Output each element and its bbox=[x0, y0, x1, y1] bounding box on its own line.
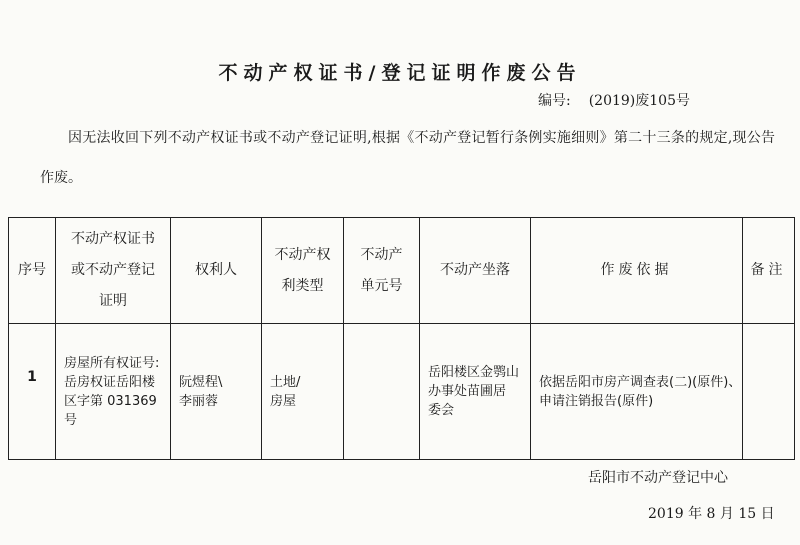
row-location-line: 岳阳楼区金鹗山 bbox=[428, 365, 520, 380]
header-unit-no-line: 不动产 bbox=[360, 246, 403, 263]
issuer-name: 岳阳市不动产登记中心 bbox=[588, 470, 728, 486]
row-basis-line: 申请注销报告(原件) bbox=[539, 393, 654, 409]
document-number-label: 编号: bbox=[538, 93, 571, 109]
intro-paragraph: 因无法收回下列不动产权证书或不动产登记证明,根据《不动产登记暂行条例实施细则》第二十三条的规定,现公告作废。 bbox=[40, 130, 775, 186]
row-right-type bbox=[262, 324, 344, 460]
row-certificate-line: 房屋所有权证号: bbox=[64, 355, 160, 371]
header-unit-no-line: 单元号 bbox=[360, 277, 403, 294]
row-holder bbox=[171, 324, 262, 460]
header-location: 不动产坐落 bbox=[420, 218, 531, 324]
notice-title: 不动产权证书/登记证明作废公告 bbox=[218, 62, 582, 84]
header-holder: 权利人 bbox=[171, 218, 262, 324]
row-location-line: 办事处苗圃居 bbox=[428, 384, 507, 399]
row-certificate bbox=[56, 324, 171, 460]
void-certificate-table bbox=[8, 217, 795, 460]
document-number-value: (2019)废105号 bbox=[588, 93, 690, 109]
row-holder-line: 李丽蓉 bbox=[179, 393, 219, 409]
row-seq: 1 bbox=[9, 324, 56, 460]
row-holder-line: 阮煜程\ bbox=[179, 374, 223, 390]
header-unit-no bbox=[344, 218, 420, 324]
header-right-type bbox=[262, 218, 344, 324]
document-number bbox=[538, 90, 690, 110]
header-certificate-line: 不动产权证书 bbox=[71, 231, 155, 247]
row-location bbox=[420, 324, 531, 460]
row-location-line: 委会 bbox=[428, 403, 455, 418]
header-seq: 序号 bbox=[9, 218, 56, 324]
header-certificate-line: 或不动产登记 bbox=[71, 262, 155, 278]
header-basis: 作废依据 bbox=[531, 218, 743, 324]
row-basis-line: 依据岳阳市房产调查表(二)(原件)、 bbox=[539, 374, 742, 390]
row-remarks bbox=[743, 324, 795, 460]
table-row bbox=[9, 324, 795, 460]
issue-date: 2019 年 8 月 15 日 bbox=[648, 506, 775, 522]
header-remarks: 备注 bbox=[743, 218, 795, 324]
row-unit-no bbox=[344, 324, 420, 460]
header-certificate-line: 证明 bbox=[99, 293, 127, 309]
row-right-type-line: 土地/ bbox=[270, 374, 301, 390]
row-certificate-line: 岳房权证岳阳楼 bbox=[64, 374, 156, 390]
header-right-type-line: 利类型 bbox=[281, 277, 324, 294]
header-right-type-line: 不动产权 bbox=[274, 246, 331, 263]
table-header-row bbox=[9, 218, 795, 324]
header-certificate bbox=[56, 218, 171, 324]
row-basis bbox=[531, 324, 743, 460]
row-right-type-line: 房屋 bbox=[270, 393, 297, 409]
row-certificate-line: 区字第 031369 号 bbox=[64, 393, 157, 428]
